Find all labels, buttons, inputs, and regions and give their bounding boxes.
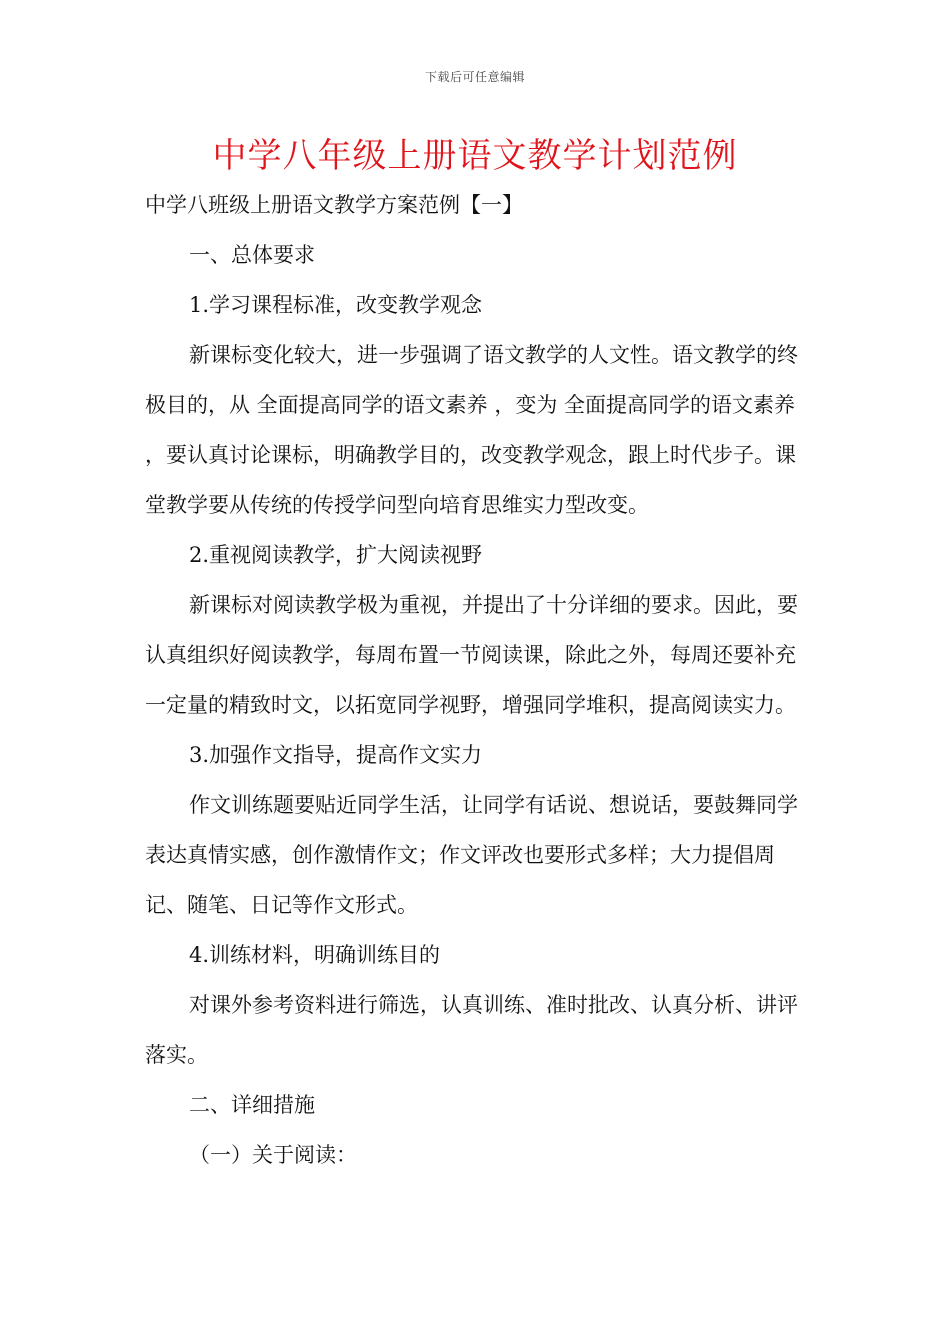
subheading-reading: （一）关于阅读： xyxy=(189,1143,357,1167)
paragraph-3: 作文训练题要贴近同学生活，让同学有话说、想说话，要鼓舞同学表达真情实感，创作激情作文；作文评改也要形式多样；大力提倡周记、随笔、日记等作文形式。 xyxy=(145,793,798,917)
paragraph-4: 对课外参考资料进行筛选，认真训练、准时批改、认真分析、讲评落实。 xyxy=(145,993,798,1067)
item-heading-2: 2.重视阅读教学，扩大阅读视野 xyxy=(189,543,483,567)
item-heading-3: 3.加强作文指导，提高作文实力 xyxy=(189,743,483,767)
item-heading-1: 1.学习课程标准，改变教学观念 xyxy=(189,293,483,317)
header-note: 下载后可任意编辑 xyxy=(424,70,525,84)
section-subtitle: 中学八班级上册语文教学方案范例【一】 xyxy=(145,193,523,217)
paragraph-2: 新课标对阅读教学极为重视，并提出了十分详细的要求。因此，要认真组织好阅读教学，每周布置一节阅读课，除此之外，每周还要补充一定量的精致时文，以拓宽同学视野，增强同学堆积，提高阅读实力。 xyxy=(145,593,798,717)
document-title: 中学八年级上册语文教学计划范例 xyxy=(212,136,738,176)
document-body xyxy=(145,180,810,1180)
item-heading-4: 4.训练材料，明确训练目的 xyxy=(189,943,441,967)
heading-general-requirements: 一、总体要求 xyxy=(189,243,315,267)
heading-specific-measures: 二、详细措施 xyxy=(189,1093,315,1117)
paragraph-1: 新课标变化较大，进一步强调了语文教学的人文性。语文教学的终极目的，从 全面提高同学的语文素养 ，变为 全面提高同学的语文素养 ，要认真讨论课标，明确教学目的，改变教学观念，跟上时代步子。课堂教学要从传统的传授学问型向培育思维实力型改变。 xyxy=(145,343,798,517)
